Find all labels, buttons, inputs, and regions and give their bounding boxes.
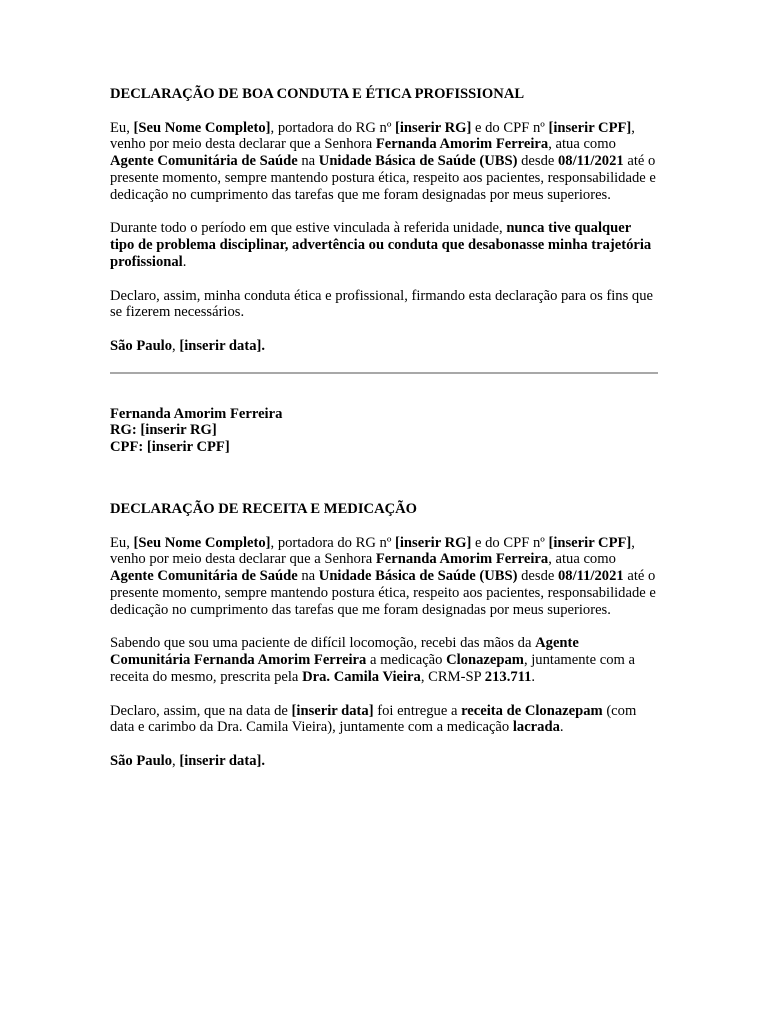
bold-segment: Agente Comunitária de Saúde [110, 153, 298, 170]
text-segment: , atua como [548, 551, 616, 568]
bold-segment: Unidade Básica de Saúde (UBS) [318, 153, 518, 170]
text-segment: na [297, 153, 319, 170]
bold-segment: [inserir RG] [395, 119, 472, 136]
signature-rg: RG: [inserir RG] [110, 422, 217, 439]
declaration-prescription-paragraph-3 [110, 703, 658, 737]
text-segment: Durante todo o período em que estive vinculada à referida unidade, [110, 220, 507, 237]
declaration-conduct-place-date [110, 338, 658, 355]
text-segment: , CRM-SP [420, 668, 485, 685]
text-segment: Eu, [110, 119, 134, 136]
text-segment: . [182, 253, 187, 270]
text-segment: , venho por meio desta declarar que a Senhora [110, 534, 635, 568]
bold-segment: 08/11/2021 [558, 568, 624, 585]
text-segment: foi entregue a [373, 702, 462, 719]
bold-segment: Agente Comunitária de Saúde [110, 568, 298, 585]
bold-segment: Clonazepam [446, 652, 524, 669]
bold-segment: nunca tive qualquer tipo de problema disciplinar, advertência ou conduta que desabonasse minha trajetória profissional [110, 220, 652, 270]
place-date: [inserir data] [179, 752, 262, 769]
text-segment: até o presente momento, sempre mantendo postura ética, respeito aos pacientes, responsabilidade e dedicação no cumprimento das tarefas que me foram designadas por meus superiores. [110, 568, 656, 618]
place-city: São Paulo [110, 752, 173, 769]
bold-segment: Fernanda Amorim Ferreira [375, 551, 549, 568]
declaration-prescription [110, 501, 658, 770]
text-segment: Eu, [110, 534, 134, 551]
signature-block [110, 406, 658, 456]
bold-segment: [inserir RG] [395, 534, 472, 551]
declaration-conduct-paragraph-3: Declaro, assim, minha conduta ética e profissional, firmando esta declaração para os fins que se fizerem necessários. [110, 287, 654, 321]
place-date: [inserir data] [179, 337, 262, 354]
text-segment: . [531, 668, 536, 685]
declaration-prescription-paragraph-1 [110, 535, 658, 619]
text-segment: e do CPF nº [471, 119, 549, 136]
text-segment: Sabendo que sou uma paciente de difícil locomoção, recebi das mãos da [110, 635, 536, 652]
divider-line [110, 372, 658, 374]
place-end: . [261, 337, 266, 354]
bold-segment: Dra. Camila Vieira [302, 668, 421, 685]
declaration-conduct-title: DECLARAÇÃO DE BOA CONDUTA E ÉTICA PROFISSIONAL [110, 86, 525, 102]
declaration-prescription-place-date [110, 753, 658, 770]
declaration-prescription-paragraph-2 [110, 635, 658, 685]
text-segment: Declaro, assim, que na data de [110, 702, 292, 719]
text-segment: e do CPF nº [471, 534, 549, 551]
text-segment: desde [517, 153, 558, 170]
bold-segment: 08/11/2021 [558, 153, 624, 170]
bold-segment: lacrada [512, 719, 560, 736]
text-segment: desde [517, 568, 558, 585]
bold-segment: [Seu Nome Completo] [133, 534, 271, 551]
place-separator: , [172, 752, 180, 769]
bold-segment: [inserir CPF] [548, 534, 632, 551]
text-segment: até o presente momento, sempre mantendo postura ética, respeito aos pacientes, responsabilidade e dedicação no cumprimento das tarefas que me foram designadas por meus superiores. [110, 153, 656, 203]
place-city: São Paulo [110, 337, 173, 354]
text-segment: , portadora do RG nº [270, 534, 396, 551]
text-segment: , venho por meio desta declarar que a Senhora [110, 119, 635, 153]
text-segment: , juntamente com a receita do mesmo, prescrita pela [110, 652, 635, 685]
bold-segment: [inserir data] [291, 702, 374, 719]
place-separator: , [172, 337, 180, 354]
text-segment: , atua como [548, 136, 616, 153]
bold-segment: Fernanda Amorim Ferreira [375, 136, 549, 153]
declaration-conduct [110, 86, 658, 355]
declaration-prescription-title: DECLARAÇÃO DE RECEITA E MEDICAÇÃO [110, 500, 418, 517]
bold-segment: [inserir CPF] [548, 119, 632, 136]
signature-cpf: CPF: [inserir CPF] [110, 439, 230, 456]
declaration-conduct-paragraph-2 [110, 220, 658, 270]
text-segment: na [297, 568, 319, 585]
bold-segment: 213.711 [484, 668, 532, 685]
text-segment: , portadora do RG nº [270, 119, 396, 136]
document-content [110, 86, 658, 786]
signature-name: Fernanda Amorim Ferreira [110, 405, 283, 422]
declaration-conduct-paragraph-1 [110, 120, 658, 204]
text-segment: a medicação [366, 652, 447, 669]
place-end: . [261, 752, 266, 769]
bold-segment: receita de Clonazepam [461, 702, 603, 719]
text-segment: . [559, 719, 564, 736]
bold-segment: [Seu Nome Completo] [133, 119, 271, 136]
text-segment: (com data e carimbo da Dra. Camila Vieira), juntamente com a medicação [110, 702, 637, 736]
bold-segment: Agente Comunitária Fernanda Amorim Ferreira [110, 635, 579, 669]
bold-segment: Unidade Básica de Saúde (UBS) [318, 568, 518, 585]
